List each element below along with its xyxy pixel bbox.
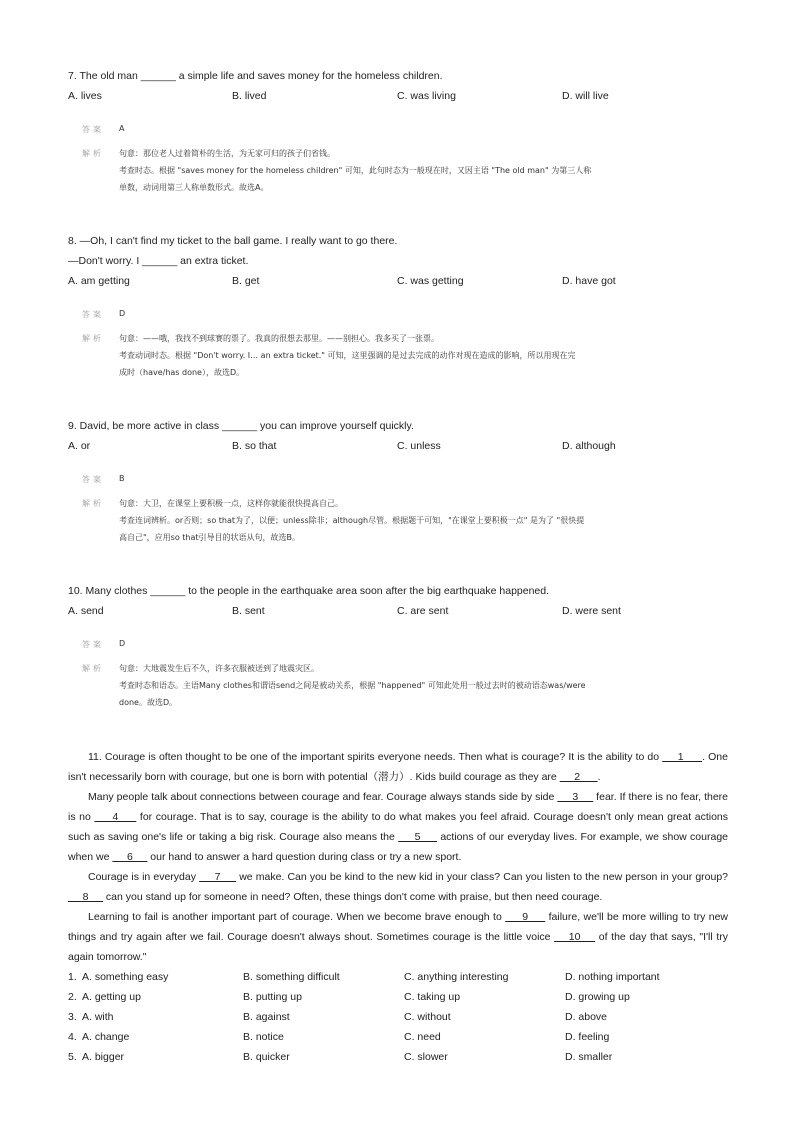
analysis-label: 解析 [82, 334, 104, 343]
analysis-line: 考查连词辨析。or否则；so that为了，以便；unless除非；although尽管。根据题干可知，"在课堂上要积极一点" 是为了 "很快提 [119, 516, 585, 525]
answer-value: B [119, 474, 125, 483]
options-row [68, 436, 738, 456]
option-c: C. was living [397, 90, 456, 102]
options-row [68, 601, 738, 621]
item-number: 1. [68, 971, 77, 983]
blank-4: 4 [94, 811, 137, 823]
cloze-option-row [68, 987, 738, 1007]
passage-text: of the day that says, "I'll try again tomorrow." [68, 931, 728, 963]
question-10 [68, 581, 738, 621]
option-c: C. slower [404, 1051, 448, 1063]
question-stem: 7. The old man ______ a simple life and saves money for the homeless children. [68, 70, 443, 82]
analysis-line: 成时（have/has done），故选D。 [119, 368, 245, 377]
option-c: C. are sent [397, 605, 449, 617]
option-d: D. smaller [565, 1051, 613, 1063]
option-c: C. anything interesting [404, 971, 509, 983]
answer-label: 答案 [82, 640, 104, 649]
option-b: B. get [232, 275, 260, 287]
option-d: D. above [565, 1011, 608, 1023]
question-9 [68, 416, 738, 456]
blank-6: 6 [112, 851, 148, 863]
question-stem: 9. David, be more active in class ______ you can improve yourself quickly. [68, 420, 414, 432]
blank-8: 8 [68, 891, 104, 903]
passage-paragraph [68, 787, 728, 867]
cloze-option-row [68, 1007, 738, 1027]
answer-label: 答案 [82, 125, 104, 134]
blank-7: 7 [199, 871, 237, 883]
option-a: A. change [82, 1031, 130, 1043]
item-number: 5. [68, 1051, 77, 1063]
option-a: A. am getting [68, 275, 130, 287]
analysis-label: 解析 [82, 499, 104, 508]
item-number: 2. [68, 991, 77, 1003]
passage-paragraph [68, 747, 728, 787]
analysis-line: 句意：大卫，在课堂上要积极一点，这样你就能很快提高自己。 [119, 499, 343, 508]
option-a: A. getting up [82, 991, 141, 1003]
blank-2: 2 [559, 771, 598, 783]
analysis-line: 句意：大地震发生后不久，许多衣服被送到了地震灾区。 [119, 664, 319, 673]
analysis-line: 考查时态。根据 "saves money for the homeless children" 可知，此句时态为一般现在时，又因主语 "The old man" 为第三人称 [119, 166, 592, 175]
option-d: D. will live [562, 90, 609, 102]
passage-paragraph [68, 907, 728, 967]
options-row [68, 86, 738, 106]
answer-value: A [119, 124, 125, 133]
cloze-options [68, 967, 738, 1067]
question-8 [68, 231, 738, 291]
passage-text: fear. If there is no fear, there is no [68, 791, 728, 823]
analysis-line: 单数，动词用第三人称单数形式。故选A。 [119, 183, 269, 192]
item-number: 4. [68, 1031, 77, 1043]
option-b: B. lived [232, 90, 267, 102]
passage-paragraph [68, 867, 728, 907]
option-b: B. putting up [243, 991, 302, 1003]
analysis-label: 解析 [82, 664, 104, 673]
question-stem: 10. Many clothes ______ to the people in the earthquake area soon after the big earthquake happened. [68, 585, 550, 597]
option-b: B. sent [232, 605, 265, 617]
cloze-option-row [68, 1027, 738, 1047]
options-row [68, 271, 738, 291]
option-d: D. feeling [565, 1031, 610, 1043]
answer-label: 答案 [82, 475, 104, 484]
option-d: D. growing up [565, 991, 630, 1003]
passage-text: for courage. That is to say, courage is the ability to do what makes you feel afraid. Courage doesn't only mean great actions such as saving one's life or taking a big risk. Courage also means the [68, 811, 728, 843]
option-b: B. something difficult [243, 971, 340, 983]
cloze-passage [68, 747, 728, 967]
passage-text: 11. Courage is often thought to be one of the important spirits everyone needs. Then what is courage? It is the ability to do [88, 751, 663, 763]
option-a: A. or [68, 440, 91, 452]
option-a: A. bigger [82, 1051, 125, 1063]
option-b: B. quicker [243, 1051, 290, 1063]
blank-5: 5 [398, 831, 438, 843]
item-number: 3. [68, 1011, 77, 1023]
option-d: D. although [562, 440, 616, 452]
passage-text: failure, we'll be more willing to try new things and try again after we fail. Courage doesn't always shout. Sometimes courage is the little voice [68, 911, 729, 943]
cloze-option-row [68, 967, 738, 987]
passage-text: . One isn't necessarily born with courage, but one is born with potential（潜力）. Kids build courage as they are [68, 751, 728, 783]
question-7 [68, 66, 738, 106]
cloze-option-row [68, 1047, 738, 1067]
option-a: A. something easy [82, 971, 169, 983]
option-b: B. notice [243, 1031, 284, 1043]
blank-1: 1 [662, 751, 703, 763]
question-stem: —Don't worry. I ______ an extra ticket. [68, 255, 249, 267]
passage-text: our hand to answer a hard question during class or try a new sport. [147, 851, 462, 863]
analysis-line: 句意：那位老人过着简朴的生活，为无家可归的孩子们省钱。 [119, 149, 335, 158]
option-d: D. were sent [562, 605, 621, 617]
blank-10: 10 [554, 931, 596, 943]
analysis-label: 解析 [82, 149, 104, 158]
answer-value: D [119, 639, 126, 648]
analysis-line: 考查时态和语态。主语Many clothes和谓语send之间是被动关系，根据 "happened" 可知此处用一般过去时的被动语态was/were [119, 681, 586, 690]
question-stem: 8. —Oh, I can't find my ticket to the ball game. I really want to go there. [68, 235, 398, 247]
passage-text: actions of our everyday lives. For example, we show courage when we [68, 831, 728, 863]
answer-label: 答案 [82, 310, 104, 319]
blank-9: 9 [505, 911, 546, 923]
analysis-line: 句意：——哦，我找不到球赛的票了。我真的很想去那里。——别担心。我多买了一张票。 [119, 334, 439, 343]
option-c: C. was getting [397, 275, 464, 287]
blank-3: 3 [557, 791, 594, 803]
passage-text: Learning to fail is another important part of courage. When we become brave enough to [88, 911, 506, 923]
option-c: C. taking up [404, 991, 461, 1003]
option-a: A. with [82, 1011, 114, 1023]
option-d: D. nothing important [565, 971, 660, 983]
passage-text: can you stand up for someone in need? Often, these things don't come with praise, but then need courage. [103, 891, 603, 903]
analysis-line: 考查动词时态。根据 "Don't worry. I… an extra ticket." 可知，这里强调的是过去完成的动作对现在造成的影响，所以用现在完 [119, 351, 576, 360]
option-a: A. send [68, 605, 104, 617]
answer-value: D [119, 309, 126, 318]
analysis-line: done。故选D。 [119, 698, 178, 707]
option-a: A. lives [68, 90, 102, 102]
option-c: C. unless [397, 440, 441, 452]
option-b: B. against [243, 1011, 290, 1023]
passage-text: we make. Can you be kind to the new kid in your class? Can you listen to the new person in your group? [236, 871, 729, 883]
analysis-line: 高自己"，应用so that引导目的状语从句，故选B。 [119, 533, 301, 542]
option-d: D. have got [562, 275, 616, 287]
option-c: C. need [404, 1031, 441, 1043]
option-b: B. so that [232, 440, 277, 452]
passage-text: Courage is in everyday [88, 871, 200, 883]
passage-text: . [597, 771, 601, 783]
option-c: C. without [404, 1011, 451, 1023]
passage-text: Many people talk about connections between courage and fear. Courage always stands side by side [88, 791, 558, 803]
